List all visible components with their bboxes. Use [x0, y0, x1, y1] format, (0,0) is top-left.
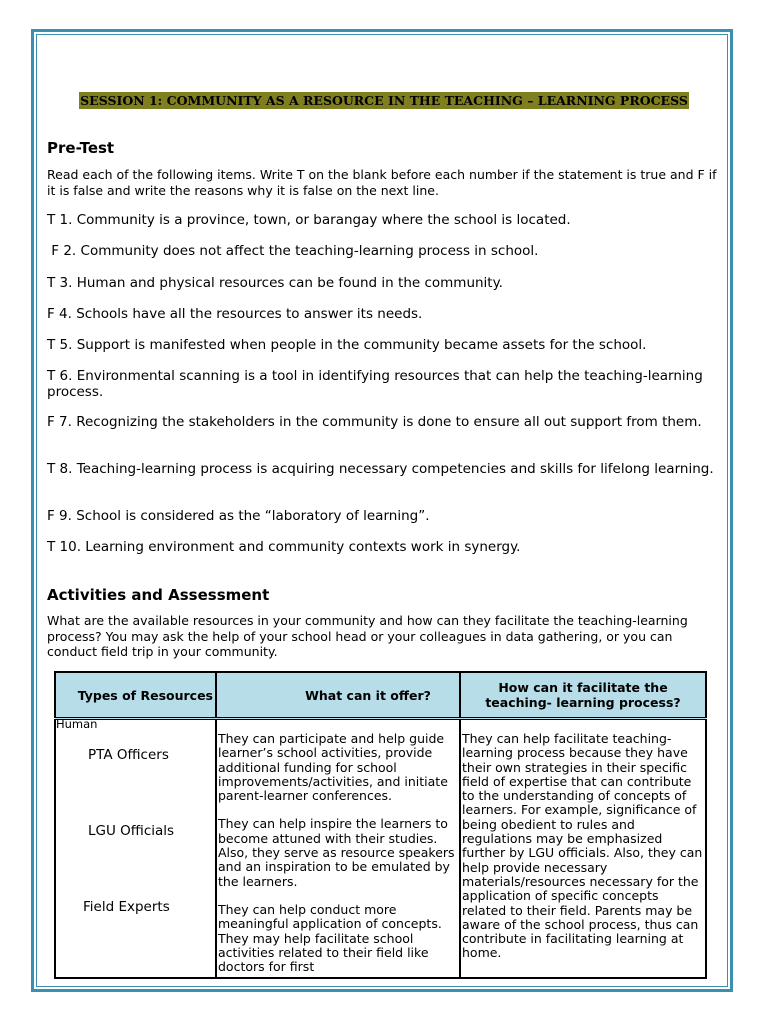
facilitate-cell	[460, 719, 706, 979]
table-header-row	[55, 672, 706, 719]
col-header-offer: What can it offer?	[216, 672, 460, 719]
resources-table	[54, 671, 707, 979]
offer-pta: They can participate and help guide learner’s school activities, provide additional funding for school improvements/activities, and initiate parent-learner conferences.	[218, 731, 453, 804]
pretest-item: T 5. Support is manifested when people in the community became assets for the school.	[47, 337, 647, 353]
role-pta: PTA Officers	[88, 747, 169, 763]
pretest-item: F 2. Community does not affect the teaching-learning process in school.	[47, 243, 539, 259]
pretest-item: T 6. Environmental scanning is a tool in identifying resources that can help the teaching-learning process.	[47, 368, 703, 400]
pretest-item: F 4. Schools have all the resources to answer its needs.	[47, 306, 423, 322]
offer-field-experts: They can help conduct more meaningful application of concepts. They may help facilitate school activities related to their field like doctors for first	[218, 901, 442, 975]
pretest-heading: Pre-Test	[47, 139, 115, 157]
session-title: SESSION 1: COMMUNITY AS A RESOURCE IN THE TEACHING – LEARNING PROCESS	[80, 93, 688, 108]
col-header-facilitate: How can it facilitate the teaching- learning process?	[460, 672, 706, 719]
offer-lgu: They can help inspire the learners to become attuned with their studies. Also, they serve as resource speakers and an inspiration to be emulated by the learners.	[218, 816, 455, 889]
pretest-instructions: Read each of the following items. Write T on the blank before each number if the statement is true and F if it is false and write the reasons why it is false on the next line.	[47, 167, 717, 198]
activities-instructions: What are the available resources in your community and how can they facilitate the teaching-learning process? You may ask the help of your school head or your colleagues in data gathering, or you can conduct field trip in your community.	[47, 613, 688, 659]
pretest-item: T 10. Learning environment and community contexts work in synergy.	[47, 539, 521, 555]
offer-cell	[216, 719, 460, 979]
facilitation-text: They can help facilitate teaching-learning process because they have their own strategies in their specific field of expertise that can contribute to the understanding of concepts of learners. For example, significance of being obedient to rules and regulations may be emphasized further by LGU officials. Also, they can help provide necessary materials/resources necessary for the application of specific concepts related to their field. Parents may be aware of the school process, thus can contribute in facilitating learning at home.	[462, 731, 703, 961]
category-label: Human	[56, 717, 98, 731]
pretest-item: T 8. Teaching-learning process is acquiring necessary competencies and skills for lifelong learning.	[47, 461, 714, 477]
activities-heading: Activities and Assessment	[47, 586, 270, 604]
role-field-experts: Field Experts	[83, 898, 170, 915]
pretest-item: T 1. Community is a province, town, or barangay where the school is located.	[47, 212, 571, 228]
types-cell	[55, 719, 216, 979]
pretest-item: F 9. School is considered as the “laboratory of learning”.	[47, 508, 430, 524]
col-header-types: Types of Resources	[55, 672, 216, 719]
pretest-item: F 7. Recognizing the stakeholders in the community is done to ensure all out support from them.	[47, 414, 702, 430]
table-row	[55, 719, 706, 979]
pretest-item: T 3. Human and physical resources can be found in the community.	[47, 275, 503, 291]
role-lgu: LGU Officials	[88, 823, 175, 840]
